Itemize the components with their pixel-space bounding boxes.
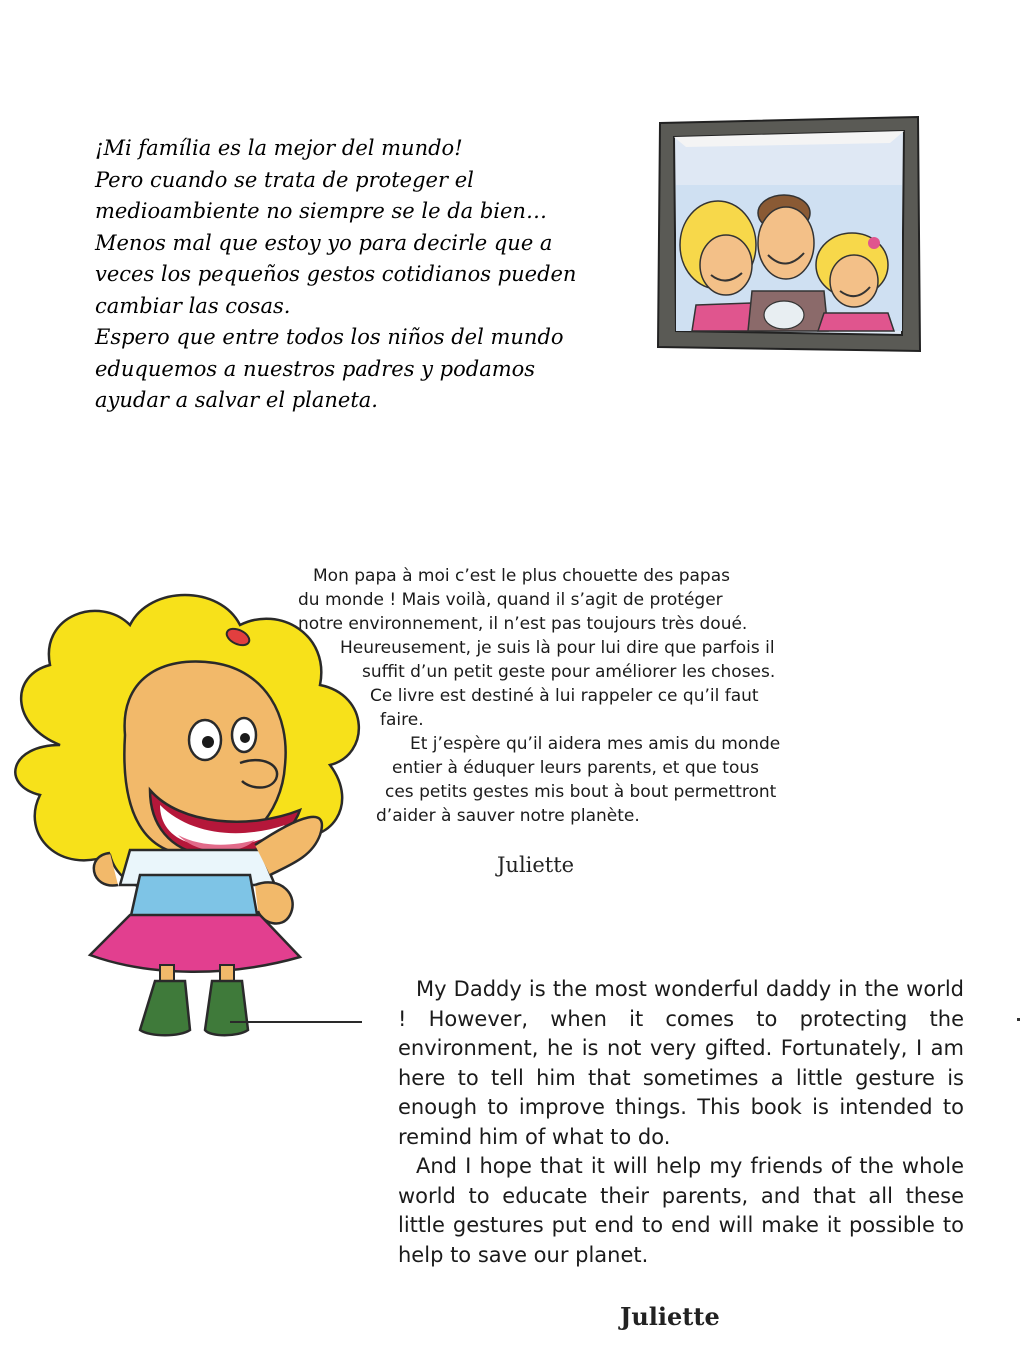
french-line: faire. [380,710,424,730]
english-text [398,975,964,1270]
spanish-line: medioambiente no siempre se le da bien… [95,199,547,223]
french-line: Ce livre est destiné à lui rappeler ce qu’il faut [370,686,759,706]
spanish-line: ayudar a salvar el planeta. [95,388,378,412]
spanish-line: Menos mal que estoy yo para decirle que a [95,230,553,255]
english-signature: Juliette [620,1302,720,1331]
french-line: Et j’espère qu’il aidera mes amis du monde [410,734,781,754]
spanish-line: Espero que entre todos los niños del mundo [95,325,564,349]
english-paragraph: My Daddy is the most wonderful daddy in the world ! However, when it comes to protecting the environment, he is not very gifted. Fortunately, I am here to tell him that sometimes a little gesture is enough to improve things. This book is intended to remind him of what to do. [398,977,964,1149]
french-signature: Juliette [497,853,575,877]
french-line: Mon papa à moi c’est le plus chouette des papas [313,566,730,586]
family-photo-illustration [656,115,922,355]
french-line: du monde ! Mais voilà, quand il s’agit de protéger [298,590,723,610]
english-paragraph: And I hope that it will help my friends of the whole world to educate their parents, and that all these little gestures put end to end will make it possible to help to save our planet. [398,1154,964,1267]
french-line: d’aider à sauver notre planète. [376,806,640,826]
spanish-line: eduquemos a nuestros padres y podamos [95,356,536,381]
juliette-illustration [0,585,380,1045]
french-line: Heureusement, je suis là pour lui dire que parfois il [340,638,775,658]
spanish-line: cambiar las cosas. [95,293,291,318]
french-line: entier à éduquer leurs parents, et que tous [392,758,759,778]
spanish-intro-text [95,133,635,417]
french-line: ces petits gestes mis bout à bout permettront [385,782,777,802]
french-line: suffit d’un petit geste pour améliorer les choses. [362,662,776,682]
french-line: notre environnement, il n’est pas toujours très doué. [298,614,748,634]
spanish-line: Pero cuando se trata de proteger el [95,167,474,192]
spanish-line: ¡Mi família es la mejor del mundo! [95,136,463,160]
page-edge-mark [1017,1018,1020,1021]
spanish-line: veces los pequeños gestos cotidianos pueden [95,262,577,286]
